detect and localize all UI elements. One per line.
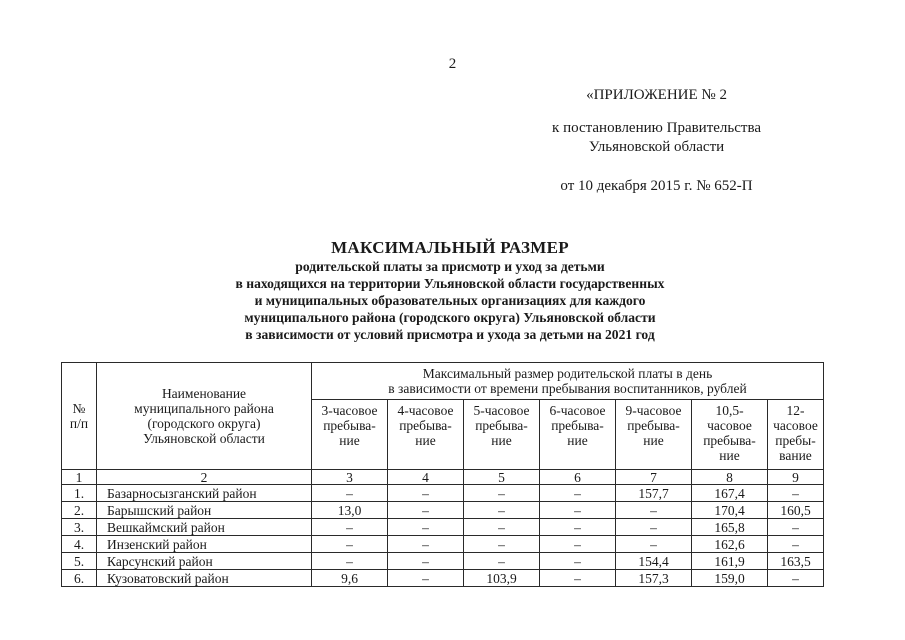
row-number: 2.: [62, 502, 97, 519]
column-header-6h: 6-часовое пребыва- ние: [540, 400, 616, 470]
document-title: МАКСИМАЛЬНЫЙ РАЗМЕР: [331, 238, 569, 257]
table-row: [62, 570, 824, 587]
rate-cell: –: [616, 536, 692, 553]
heading-line: в зависимости от условий присмотра и ухода за детьми на 2021 год: [245, 327, 655, 342]
column-number: 3: [312, 470, 388, 485]
row-number: 4.: [62, 536, 97, 553]
district-name: Базарносызганский район: [97, 485, 312, 502]
appendix-block: [552, 86, 761, 196]
column-number: 9: [768, 470, 824, 485]
heading-line: и муниципальных образовательных организациях для каждого: [254, 293, 646, 308]
rate-cell: –: [464, 519, 540, 536]
rate-cell: 159,0: [692, 570, 768, 587]
heading-line: родительской платы за присмотр и уход за детьми: [295, 259, 605, 274]
district-name: Инзенский район: [97, 536, 312, 553]
rate-cell: –: [616, 519, 692, 536]
column-header-name: Наименование муниципального района (городского округа) Ульяновской области: [97, 363, 312, 470]
column-header-5h: 5-часовое пребыва- ние: [464, 400, 540, 470]
rate-cell: –: [540, 570, 616, 587]
heading-line: муниципального района (городского округа) Ульяновской области: [244, 310, 656, 325]
rate-cell: 162,6: [692, 536, 768, 553]
table-row: [62, 553, 824, 570]
rate-cell: –: [464, 536, 540, 553]
rate-cell: 160,5: [768, 502, 824, 519]
rate-cell: 163,5: [768, 553, 824, 570]
column-header-12h: 12- часовое пребы- вание: [768, 400, 824, 470]
column-number: 5: [464, 470, 540, 485]
column-number: 4: [388, 470, 464, 485]
column-number: 8: [692, 470, 768, 485]
rate-cell: –: [768, 485, 824, 502]
rate-cell: –: [768, 519, 824, 536]
rate-cell: –: [540, 553, 616, 570]
district-name: Барышский район: [97, 502, 312, 519]
column-number: 7: [616, 470, 692, 485]
district-name: Карсунский район: [97, 553, 312, 570]
rate-cell: –: [388, 536, 464, 553]
appendix-line: к постановлению Правительства: [552, 120, 761, 136]
row-number: 6.: [62, 570, 97, 587]
district-name: Кузоватовский район: [97, 570, 312, 587]
column-number: 2: [97, 470, 312, 485]
rate-cell: 157,7: [616, 485, 692, 502]
rate-cell: 161,9: [692, 553, 768, 570]
rate-cell: 167,4: [692, 485, 768, 502]
rate-cell: –: [312, 519, 388, 536]
table-row: [62, 485, 824, 502]
appendix-title: «ПРИЛОЖЕНИЕ № 2: [586, 87, 727, 103]
rate-cell: –: [388, 519, 464, 536]
rate-cell: –: [540, 485, 616, 502]
rate-cell: –: [616, 502, 692, 519]
table-row: [62, 502, 824, 519]
rate-cell: –: [540, 502, 616, 519]
row-number: 5.: [62, 553, 97, 570]
rate-cell: –: [540, 519, 616, 536]
rates-table: [61, 362, 824, 587]
page-number: 2: [448, 56, 457, 72]
rate-cell: –: [464, 553, 540, 570]
rate-cell: 103,9: [464, 570, 540, 587]
rate-cell: –: [388, 502, 464, 519]
rate-cell: –: [312, 553, 388, 570]
rate-cell: 170,4: [692, 502, 768, 519]
row-number: 1.: [62, 485, 97, 502]
rate-cell: –: [540, 536, 616, 553]
column-header-9h: 9-часовое пребыва- ние: [616, 400, 692, 470]
column-number-row: [62, 470, 824, 485]
rate-cell: –: [312, 485, 388, 502]
rate-cell: 9,6: [312, 570, 388, 587]
column-header-10-5h: 10,5- часовое пребыва- ние: [692, 400, 768, 470]
rate-cell: 157,3: [616, 570, 692, 587]
heading-line: в находящихся на территории Ульяновской области государственных: [235, 276, 665, 291]
column-group-header: Максимальный размер родительской платы в день в зависимости от времени пребывания воспитанников, рублей: [312, 363, 824, 400]
column-header-3h: 3-часовое пребыва- ние: [312, 400, 388, 470]
rate-cell: –: [388, 570, 464, 587]
table-row: [62, 519, 824, 536]
header-row: [62, 363, 824, 400]
row-number: 3.: [62, 519, 97, 536]
rate-cell: –: [768, 536, 824, 553]
rate-cell: –: [464, 485, 540, 502]
district-name: Вешкаймский район: [97, 519, 312, 536]
rate-cell: 165,8: [692, 519, 768, 536]
rate-cell: 13,0: [312, 502, 388, 519]
table-row: [62, 536, 824, 553]
rate-cell: 154,4: [616, 553, 692, 570]
appendix-line: Ульяновской области: [588, 139, 725, 155]
rate-cell: –: [388, 553, 464, 570]
rate-cell: –: [464, 502, 540, 519]
rate-cell: –: [388, 485, 464, 502]
column-header-number: № п/п: [62, 363, 97, 470]
rate-cell: –: [312, 536, 388, 553]
rate-cell: –: [768, 570, 824, 587]
column-number: 1: [62, 470, 97, 485]
document-heading: [120, 238, 780, 343]
appendix-date: от 10 декабря 2015 г. № 652-П: [560, 178, 753, 194]
column-number: 6: [540, 470, 616, 485]
column-header-4h: 4-часовое пребыва- ние: [388, 400, 464, 470]
